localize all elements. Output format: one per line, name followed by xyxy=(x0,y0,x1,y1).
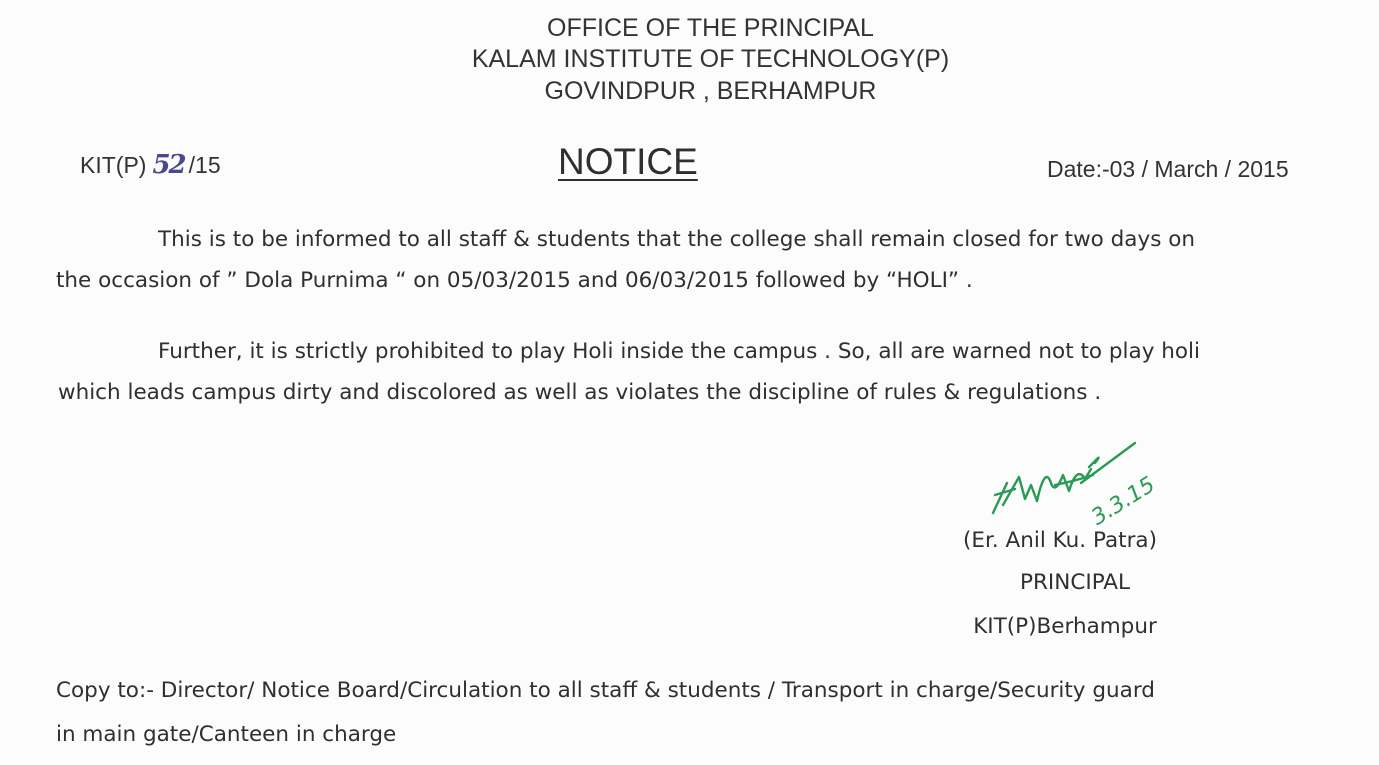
reference-number xyxy=(80,150,221,180)
notice-title: NOTICE xyxy=(558,141,698,182)
reference-prefix: KIT(P) xyxy=(80,152,147,178)
reference-suffix: /15 xyxy=(188,152,221,178)
institute-name: KALAM INSTITUTE OF TECHNOLOGY(P) xyxy=(471,45,950,73)
signatory-designation: PRINCIPAL xyxy=(1020,570,1130,595)
handwritten-signature xyxy=(985,425,1195,535)
copy-to-line-2: in main gate/Canteen in charge xyxy=(56,722,397,747)
copy-to-line-1: Copy to:- Director/ Notice Board/Circulation to all staff & students / Transport in charge/Security guard xyxy=(56,678,1155,703)
office-heading: OFFICE OF THE PRINCIPAL xyxy=(547,14,874,42)
notice-date: Date:-03 / March / 2015 xyxy=(1047,156,1289,182)
signatory-institution: KIT(P)Berhampur xyxy=(973,614,1157,639)
handwritten-reference-number: 52 xyxy=(152,150,185,180)
paragraph-2-line-2: which leads campus dirty and discolored as well as violates the discipline of rules & regulations . xyxy=(58,380,1102,405)
paragraph-1-line-2: the occasion of ” Dola Purnima “ on 05/03/2015 and 06/03/2015 followed by “HOLI” . xyxy=(56,268,973,293)
institute-address: GOVINDPUR , BERHAMPUR xyxy=(544,77,877,105)
signature-date: 3.3.15 xyxy=(1087,472,1160,531)
paragraph-2-line-1: Further, it is strictly prohibited to play Holi inside the campus . So, all are warned not to play holi xyxy=(158,339,1200,364)
signatory-name: (Er. Anil Ku. Patra) xyxy=(963,528,1157,553)
paragraph-1-line-1: This is to be informed to all staff & students that the college shall remain closed for two days on xyxy=(158,227,1196,252)
